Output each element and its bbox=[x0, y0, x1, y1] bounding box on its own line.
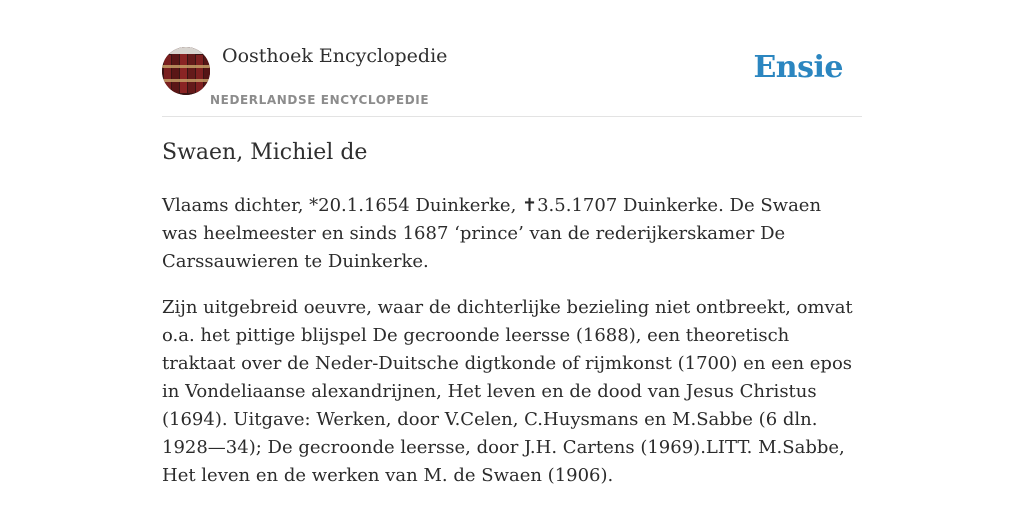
source-title[interactable]: Oosthoek Encyclopedie bbox=[222, 45, 448, 67]
page bbox=[162, 0, 862, 512]
article-title: Swaen, Michiel de bbox=[162, 140, 368, 165]
article-body bbox=[162, 192, 862, 508]
article-paragraph: Vlaams dichter, *20.1.1654 Duinkerke, ✝3.5.1707 Duinkerke. De Swaen was heelmeester en sinds 1687 ‘prince’ van de rederijkerskamer De Carssauwieren te Duinkerke. bbox=[162, 195, 822, 272]
article-paragraph: Zijn uitgebreid oeuvre, waar de dichterlijke bezieling niet ontbreekt, omvat o.a. het pittige blijspel De gecroonde leersse (1688), een theoretisch traktaat over de Neder-Duitsche digtkonde of rijmkonst (1700) en een epos in Vondeliaanse alexandrijnen, Het leven en de dood van Jesus Christus (1694). Uitgave: Werken, door V.Celen, C.Huysmans en M.Sabbe (6 dln. 1928—34); De gecroonde leersse, door J.H. Cartens (1969).LITT. M.Sabbe, Het leven en de werken van M. de Swaen (1906). bbox=[162, 297, 853, 486]
source-subtitle: NEDERLANDSE ENCYCLOPEDIE bbox=[210, 93, 430, 107]
header bbox=[162, 0, 862, 117]
encyclopedia-books-icon[interactable] bbox=[162, 47, 210, 95]
brand-logo[interactable]: Ensie bbox=[753, 50, 843, 85]
